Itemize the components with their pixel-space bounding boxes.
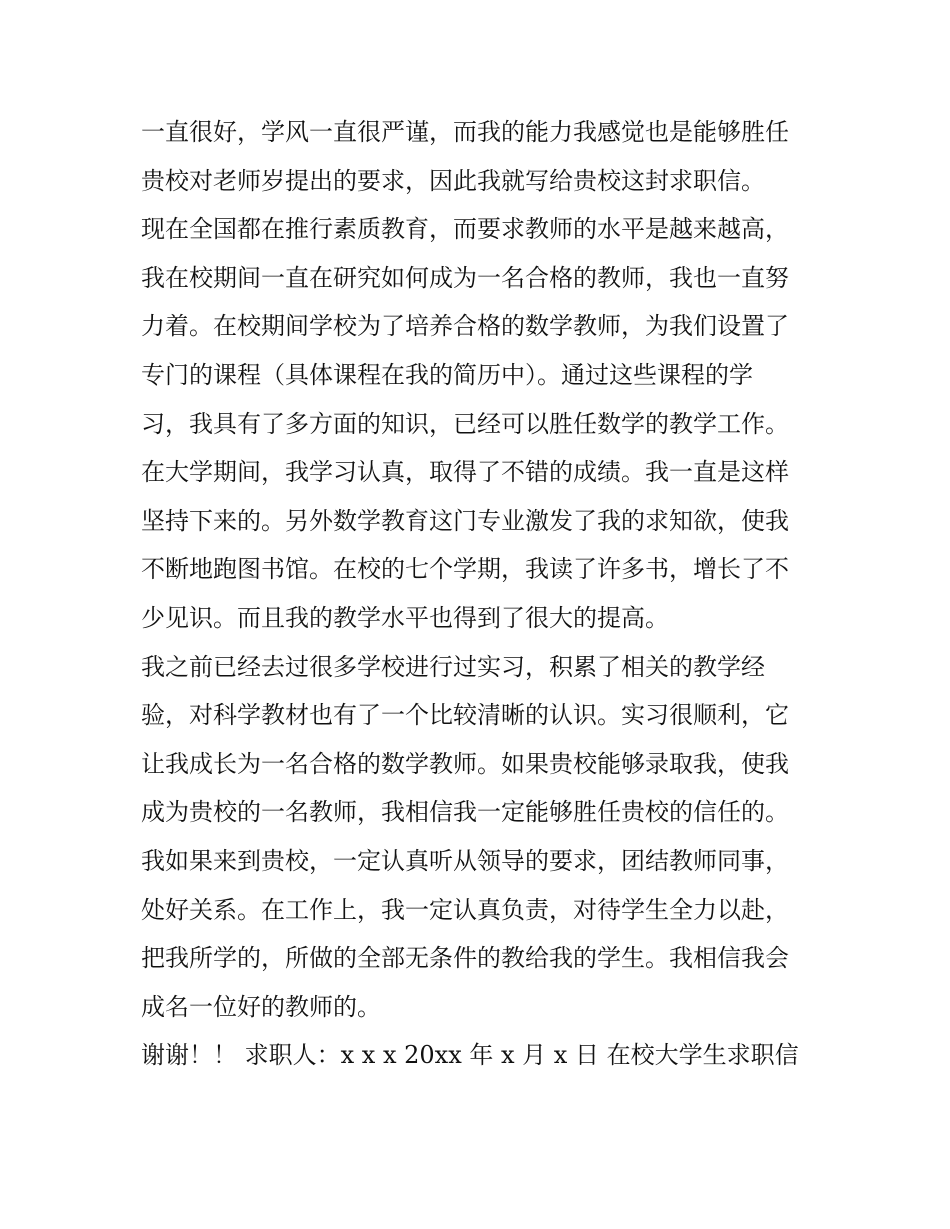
signature-line: 谢谢！！ 求职人：x x x 20xx 年 x 月 x 日 在校大学生求职信	[141, 1041, 799, 1070]
text-line: 我如果来到贵校，一定认真听从领导的要求，团结教师同事，	[141, 846, 789, 875]
text-line: 我之前已经去过很多学校进行过实习，积累了相关的教学经	[141, 652, 765, 681]
letter-body	[141, 108, 831, 1080]
text-line: 习，我具有了多方面的知识，已经可以胜任数学的教学工作。	[141, 409, 789, 438]
text-line: 我在校期间一直在研究如何成为一名合格的教师，我也一直努	[141, 263, 789, 292]
text-line: 让我成长为一名合格的数学教师。如果贵校能够录取我，使我	[141, 749, 789, 778]
text-line: 不断地跑图书馆。在校的七个学期，我读了许多书，增长了不	[141, 555, 789, 584]
text-line: 贵校对老师岁提出的要求，因此我就写给贵校这封求职信。	[141, 166, 765, 195]
text-line: 力着。在校期间学校为了培养合格的数学教师，为我们设置了	[141, 312, 789, 341]
text-line: 把我所学的，所做的全部无条件的教给我的学生。我相信我会	[141, 944, 789, 973]
text-line: 少见识。而且我的教学水平也得到了很大的提高。	[141, 603, 669, 632]
text-line: 坚持下来的。另外数学教育这门专业激发了我的求知欲，使我	[141, 506, 789, 535]
text-line: 处好关系。在工作上，我一定认真负责，对待学生全力以赴，	[141, 895, 789, 924]
text-line: 专门的课程（具体课程在我的简历中）。通过这些课程的学	[141, 360, 753, 389]
text-line: 在大学期间，我学习认真，取得了不错的成绩。我一直是这样	[141, 458, 789, 487]
text-line: 验，对科学教材也有了一个比较清晰的认识。实习很顺利，它	[141, 701, 789, 730]
text-line: 一直很好，学风一直很严谨，而我的能力我感觉也是能够胜任	[141, 118, 789, 146]
text-line: 成名一位好的教师的。	[141, 992, 381, 1021]
text-line: 现在全国都在推行素质教育，而要求教师的水平是越来越高，	[141, 215, 789, 244]
text-line: 成为贵校的一名教师，我相信我一定能够胜任贵校的信任的。	[141, 798, 789, 827]
